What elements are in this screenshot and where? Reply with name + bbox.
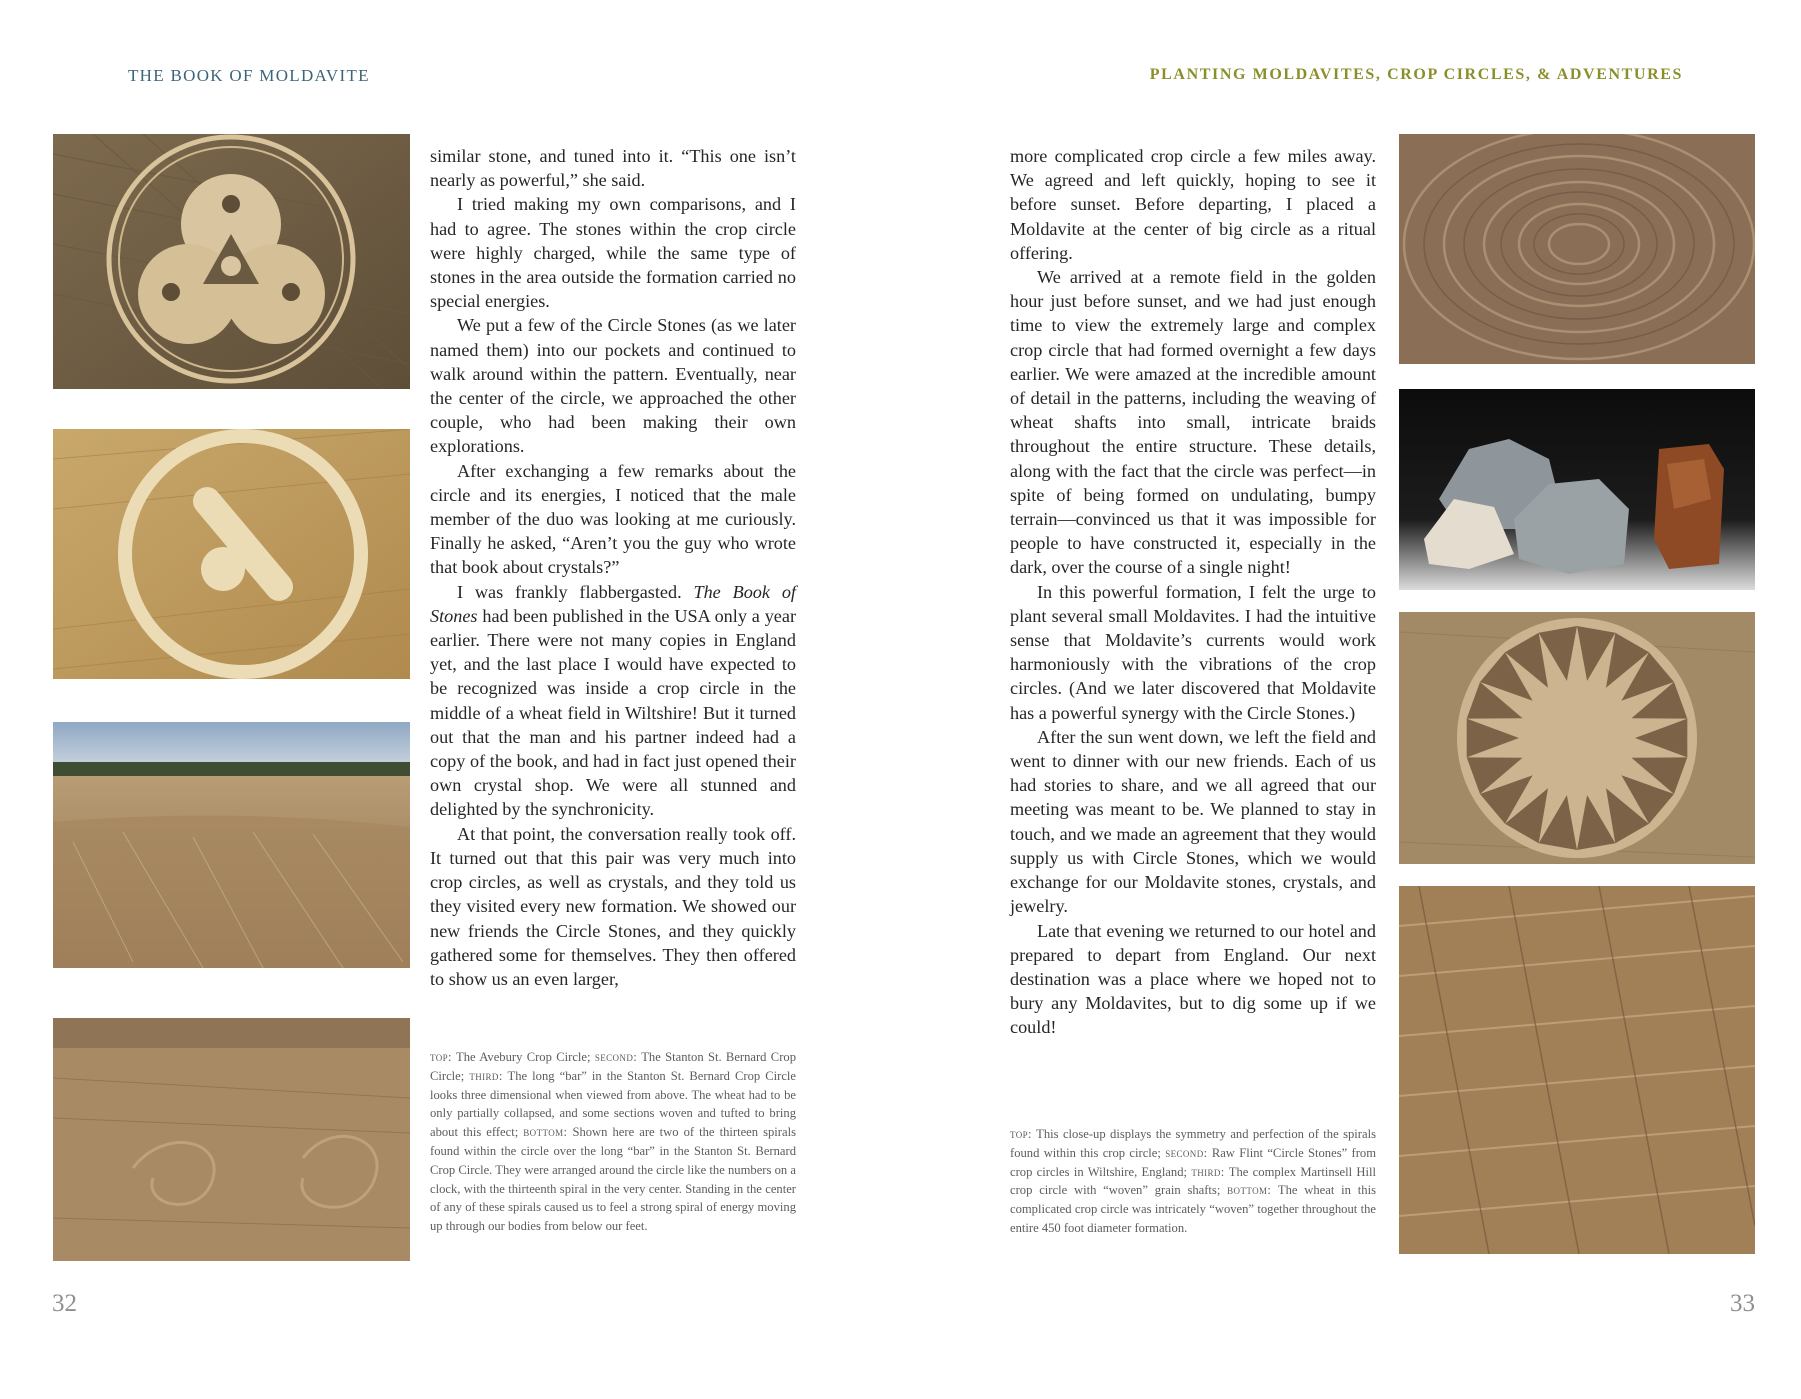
running-head-right: PLANTING MOLDAVITES, CROP CIRCLES, & ADVENTURES	[1149, 66, 1683, 83]
photo-avebury-crop-circle	[53, 134, 410, 389]
paragraph	[430, 580, 796, 822]
page-number-left: 32	[52, 1290, 77, 1317]
caption-text: This close-up displays the symmetry and perfection of the spirals found within this crop circle;	[1010, 1127, 1376, 1160]
photo-long-bar-field	[53, 722, 410, 968]
caption-label: top:	[430, 1050, 452, 1064]
running-head-left: THE BOOK OF MOLDAVITE	[128, 66, 370, 85]
caption-text: Raw Flint “Circle Stones” from crop circles in Wiltshire, England;	[1010, 1145, 1376, 1179]
caption-text: The Avebury Crop Circle;	[451, 1050, 595, 1064]
paragraph: After the sun went down, we left the field and went to dinner with our new friends. Each of us had stories to share, and we all agreed that our meeting was meant to be. We planned to stay in touch, and we made an agreement that they would supply us with Circle Stones, which we would exchange for our Moldavite stones, crystals, and jewelry.	[1010, 726, 1376, 917]
right-page-body-text	[1010, 144, 1376, 1040]
caption-label: third:	[469, 1068, 503, 1083]
right-page-caption	[1010, 1125, 1376, 1238]
caption-text: The long “bar” in the Stanton St. Bernard Crop Circle looks three dimensional when viewed from above. The wheat had to be only partially collapsed, and some sections woven and tufted to bring about this effect;	[430, 1068, 797, 1140]
paragraph: In this powerful formation, I felt the urge to plant several small Moldavites. I had the intuitive sense that Moldavite’s currents would work harmoniously with the vibrations of the crop circles. (And we later discovered that Moldavite has a powerful synergy with the Circle Stones.)	[1010, 581, 1376, 723]
photo-circle-stones	[1399, 389, 1755, 590]
photo-spiral-closeup	[1399, 134, 1755, 364]
photo-martinsell-hill-crop-circle	[1399, 612, 1755, 864]
paragraph: more complicated crop circle a few miles away. We agreed and left quickly, hoping to see it before sunset. Before departing, I placed a Moldavite at the center of big circle as a ritual offering.	[1010, 146, 1376, 263]
photo-woven-wheat	[1399, 886, 1755, 1254]
paragraph: We arrived at a remote field in the golden hour just before sunset, and we had just enough time to view the extremely large and complex crop circle that had formed overnight a few days earlier. We were amazed at the incredible amount of detail in the patterns, including the weaving of wheat shafts into small, intricate braids throughout the entire structure. These details, along with the fact that the circle was perfect—in spite of being formed on undulating, bumpy terrain—convinced us that it was impossible for people to have constructed it, especially in the dark, over the course of a single night!	[1010, 267, 1376, 578]
left-page-caption	[430, 1048, 796, 1236]
book-title: The Book of Stones	[430, 581, 796, 626]
paragraph-rest: had been published in the USA only a year earlier. There were not many copies in England yet, and the last place I would have expected to be recognized was inside a crop circle in the middle of a wheat field in Wiltshire! But it turned out that the man and his partner indeed had a copy of the book, and had in fact just opened their own crystal shop. We were all stunned and delighted by the synchronicity.	[430, 605, 796, 820]
caption-text: The complex Martinsell Hill crop circle with “woven” grain shafts;	[1010, 1164, 1377, 1198]
caption-text: The wheat in this complicated crop circle was intricately “woven” together throughout the entire 450 foot diameter formation.	[1010, 1183, 1376, 1235]
left-page-body-text	[430, 144, 796, 991]
photo-spirals-stanton	[53, 1018, 410, 1261]
caption-text: The Stanton St. Bernard Crop Circle;	[430, 1050, 796, 1083]
paragraph: We put a few of the Circle Stones (as we later named them) into our pockets and continued to walk around within the pattern. Eventually, near the center of the circle, we approached the other couple, who had been making their own explorations.	[430, 315, 796, 457]
photo-stanton-st-bernard-crop-circle	[53, 429, 410, 679]
caption-text: Shown here are two of the thirteen spirals found within the circle over the long “bar” in the Stanton St. Bernard Crop Circle. They were arranged around the circle like the numbers on a clock, with the thirteenth spiral in the very center. Standing in the center of any of these spirals caused us to feel a strong spiral of energy moving up through our bodies from below our feet.	[430, 1125, 796, 1234]
paragraph: I tried making my own comparisons, and I had to agree. The stones within the crop circle were highly charged, while the same type of stones in the area outside the formation carried no special energies.	[430, 194, 796, 312]
paragraph: After exchanging a few remarks about the circle and its energies, I noticed that the male member of the duo was looking at me curiously. Finally he asked, “Aren’t you the guy who wrote that book about crystals?”	[430, 460, 796, 578]
paragraph: similar stone, and tuned into it. “This one isn’t nearly as powerful,” she said.	[430, 146, 796, 191]
paragraph-lead: I was frankly flabbergasted.	[457, 581, 694, 602]
caption-label: top:	[1010, 1127, 1032, 1141]
caption-label: bottom:	[523, 1125, 568, 1140]
caption-label: bottom:	[1227, 1183, 1272, 1198]
caption-label: third:	[1191, 1164, 1225, 1179]
paragraph: At that point, the conversation really took off. It turned out that this pair was very much into crop circles, as well as crystals, and they told us they visited every new formation. We showed our new friends the Circle Stones, and they quickly gathered some for themselves. They then offered to show us an even larger,	[430, 823, 796, 989]
caption-label: second:	[1165, 1145, 1208, 1160]
page-number-right: 33	[1730, 1290, 1755, 1317]
paragraph: Late that evening we returned to our hotel and prepared to depart from England. Our next destination was a place where we hoped not to bury any Moldavites, but to dig some up if we could!	[1010, 920, 1376, 1038]
caption-label: second:	[594, 1050, 638, 1064]
